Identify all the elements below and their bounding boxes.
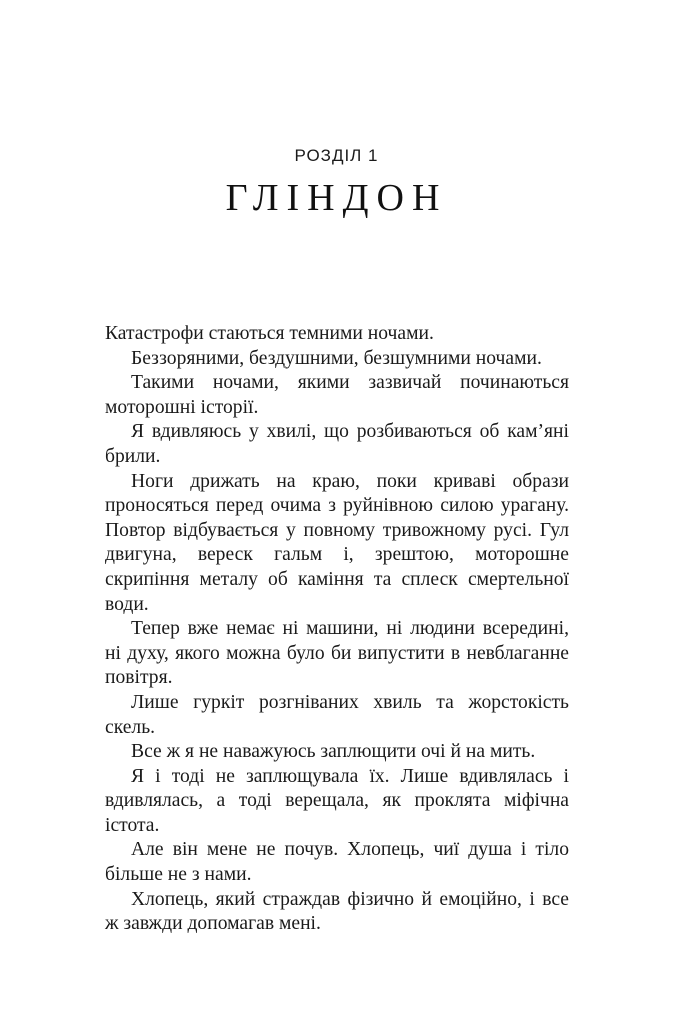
chapter-body — [105, 322, 569, 937]
paragraph: Хлопець, який страждав фізично й емоційно, і все ж завжди допомагав мені. — [105, 888, 569, 935]
chapter-number: РОЗДІЛ 1 — [294, 146, 379, 165]
paragraph: Лише гуркіт розгніваних хвиль та жорстокість скель. — [105, 691, 569, 738]
chapter-title: ГЛІНДОН — [225, 177, 448, 219]
paragraph: Я і тоді не заплющувала їх. Лише вдивлялась і вдивлялась, а тоді верещала, як проклята міфічна істота. — [105, 765, 569, 836]
paragraph: Беззоряними, бездушними, безшумними ночами. — [131, 347, 542, 369]
paragraph: Тепер вже немає ні машини, ні людини всередині, ні духу, якого можна було би випустити в невблаганне повітря. — [105, 618, 569, 689]
paragraph: Катастрофи стаються темними ночами. — [105, 323, 434, 344]
paragraph: Все ж я не наважуюсь заплющити очі й на мить. — [131, 741, 536, 763]
paragraph: Але він мене не почув. Хлопець, чиї душа і тіло більше не з нами. — [105, 839, 569, 886]
paragraph: Такими ночами, якими зазвичай починаються моторошні історії. — [105, 372, 569, 418]
paragraph: Ноги дрижать на краю, поки криваві образи проносяться перед очима з руйнівною силою урагану. Повтор відбувається у повному тривожному русі. Гул двигуна, вереск гальм і, зрештою, моторошне скрипіння металу об каміння та сплеск смертельної води. — [105, 470, 569, 615]
paragraph: Я вдивляюсь у хвилі, що розбиваються об кам’яні брили. — [105, 421, 569, 467]
